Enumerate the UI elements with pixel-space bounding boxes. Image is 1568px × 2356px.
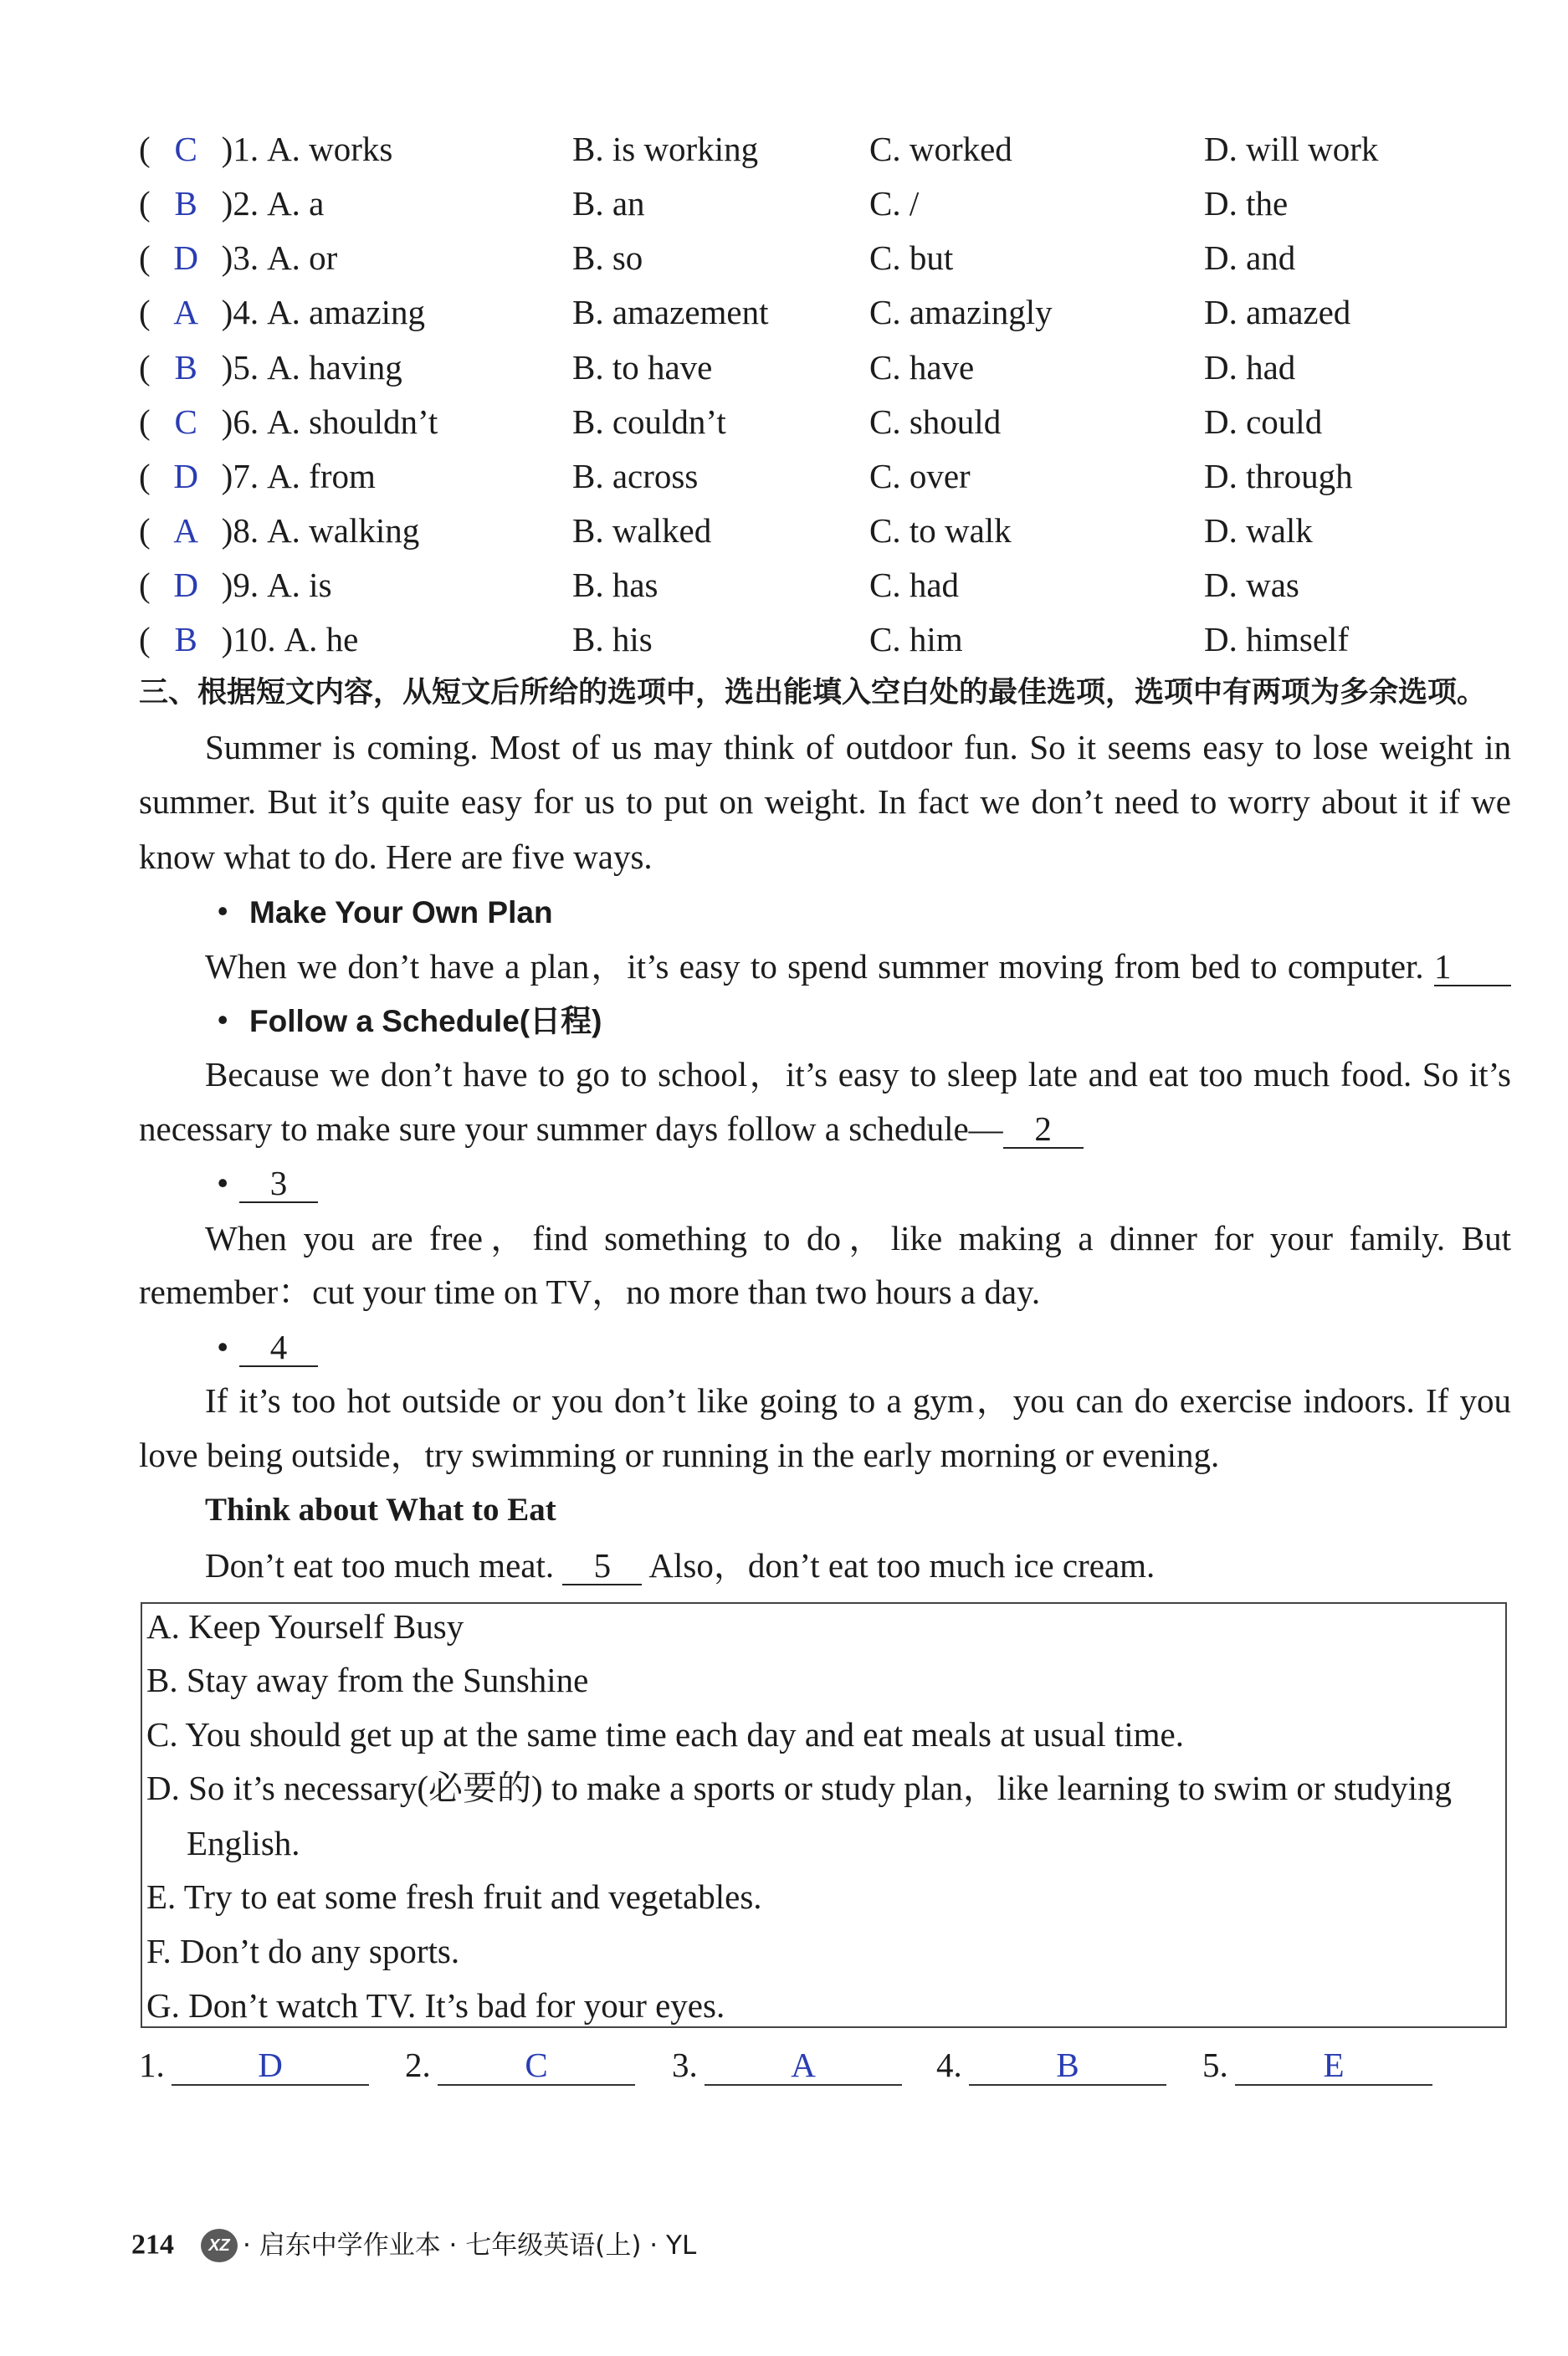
mc-question-4 xyxy=(0,291,1568,333)
option-a: A. is xyxy=(267,566,332,604)
mc-stem xyxy=(139,401,438,443)
answer-number: 5. xyxy=(1202,2046,1228,2084)
option-c: C. / xyxy=(869,184,920,223)
passage-line: Because we don’t have to go to school，it’s easy to sleep late and eat too much food. So it’s xyxy=(205,1055,1511,1093)
mc-stem xyxy=(139,618,358,660)
option-b: B. to have xyxy=(572,348,713,387)
option-c: C. have xyxy=(869,348,975,387)
paren-close: ) xyxy=(221,348,233,387)
option-a: A. having xyxy=(267,348,402,387)
paren-open: ( xyxy=(139,238,151,277)
paren-close: ) xyxy=(221,130,233,168)
option-c: C. amazingly xyxy=(869,293,1053,331)
subheading-blank-4 xyxy=(217,1326,318,1368)
option-line-g: G. Don’t watch TV. It’s bad for your eyes. xyxy=(146,1986,725,2025)
mc-stem xyxy=(139,510,419,551)
passage-line: When you are free，find something to do，like making a dinner for your family. But xyxy=(205,1219,1511,1257)
mc-number: 7. xyxy=(233,457,259,495)
option-d: D. through xyxy=(1204,457,1353,495)
paren-open: ( xyxy=(139,402,151,441)
mc-answer: A xyxy=(173,511,198,550)
book-title: · 启东中学作业本 · 七年级英语(上) · YL xyxy=(243,2230,697,2261)
option-d: D. will work xyxy=(1204,130,1379,168)
option-b: B. across xyxy=(572,457,699,495)
option-c: C. should xyxy=(869,402,1002,441)
option-a: A. a xyxy=(267,184,325,223)
option-a: A. shouldn’t xyxy=(267,402,438,441)
option-b: B. has xyxy=(572,566,658,604)
mc-question-2 xyxy=(0,182,1568,224)
passage-line: Summer is coming. Most of us may think of outdoor fun. So it seems easy to lose weight in xyxy=(205,728,1511,766)
subheading-text: Follow a Schedule(日程) xyxy=(249,1004,602,1038)
mc-answer: A xyxy=(173,293,198,331)
answer-item-5 xyxy=(1202,2041,1432,2088)
mc-answer: B xyxy=(174,620,197,658)
passage-line: summer. But it’s quite easy for us to put on weight. In fact we don’t need to worry about it if we xyxy=(139,782,1511,821)
mc-number: 5. xyxy=(233,348,259,387)
passage-line xyxy=(205,945,1511,987)
option-a: A. from xyxy=(267,457,376,495)
mc-question-5 xyxy=(0,346,1568,388)
bullet-icon: • xyxy=(217,892,229,930)
passage-line: know what to do. Here are five ways. xyxy=(139,837,653,876)
subheading-make-plan xyxy=(217,890,553,932)
mc-number: 6. xyxy=(233,402,259,441)
passage-line xyxy=(205,1544,1155,1586)
mc-question-10 xyxy=(0,618,1568,660)
passage-line: If it’s too hot outside or you don’t like going to a gym，you can do exercise indoors. If you xyxy=(205,1381,1511,1420)
paren-open: ( xyxy=(139,511,151,550)
bullet-icon: • xyxy=(217,1001,229,1039)
option-d: D. was xyxy=(1204,566,1299,604)
answer-item-1 xyxy=(139,2041,369,2088)
option-a: A. or xyxy=(267,238,338,277)
blank-5: 5 xyxy=(562,1547,642,1585)
answer-number: 3. xyxy=(672,2046,698,2084)
paren-open: ( xyxy=(139,620,151,658)
mc-stem xyxy=(139,237,337,279)
mc-answer: B xyxy=(174,184,197,223)
option-d: D. amazed xyxy=(1204,293,1351,331)
answer-blank: B xyxy=(969,2046,1166,2086)
mc-number: 9. xyxy=(233,566,259,604)
subheading-text: Make Your Own Plan xyxy=(249,895,553,930)
option-d: D. himself xyxy=(1204,620,1350,658)
paren-close: ) xyxy=(221,293,233,331)
option-c: C. over xyxy=(869,457,971,495)
paren-close: ) xyxy=(221,457,233,495)
mc-stem xyxy=(139,564,332,606)
option-c: C. to walk xyxy=(869,511,1012,550)
mc-stem xyxy=(139,455,376,497)
option-a: A. he xyxy=(284,620,359,658)
passage-text: When we don’t have a plan，it’s easy to spend summer moving from bed to computer. xyxy=(205,947,1424,986)
mc-number: 3. xyxy=(233,238,259,277)
paren-open: ( xyxy=(139,566,151,604)
answer-number: 2. xyxy=(405,2046,431,2084)
mc-question-1 xyxy=(0,128,1568,170)
mc-number: 10. xyxy=(233,620,276,658)
blank-4: 4 xyxy=(239,1329,318,1367)
passage-text: necessary to make sure your summer days follow a schedule— xyxy=(139,1109,1003,1148)
paren-open: ( xyxy=(139,348,151,387)
paren-close: ) xyxy=(221,566,233,604)
option-line-b: B. Stay away from the Sunshine xyxy=(146,1661,589,1699)
mc-question-9 xyxy=(0,564,1568,606)
option-a: A. walking xyxy=(267,511,420,550)
mc-number: 1. xyxy=(233,130,259,168)
option-c: C. worked xyxy=(869,130,1012,168)
answer-blank: A xyxy=(705,2046,902,2086)
paren-open: ( xyxy=(139,130,151,168)
passage-line xyxy=(139,1108,1084,1150)
xz-logo-icon: XZ xyxy=(201,2229,238,2262)
mc-answer: D xyxy=(173,238,198,277)
mc-stem xyxy=(139,346,402,388)
answer-item-3 xyxy=(672,2041,902,2088)
option-line-e: E. Try to eat some fresh fruit and vegetables. xyxy=(146,1877,762,1916)
section-heading: 三、根据短文内容，从短文后所给的选项中，选出能填入空白处的最佳选项，选项中有两项为多余选项。 xyxy=(139,676,1487,709)
paren-open: ( xyxy=(139,184,151,223)
answer-blank: D xyxy=(172,2046,369,2086)
paren-close: ) xyxy=(221,402,233,441)
passage-text: Don’t eat too much meat. xyxy=(205,1546,555,1585)
paren-close: ) xyxy=(221,238,233,277)
option-d: D. and xyxy=(1204,238,1296,277)
answer-item-4 xyxy=(936,2041,1166,2088)
mc-stem xyxy=(139,128,392,170)
blank-1: 1 xyxy=(1434,948,1511,986)
option-line-a: A. Keep Yourself Busy xyxy=(146,1607,464,1646)
option-b: B. amazement xyxy=(572,293,769,331)
paren-open: ( xyxy=(139,293,151,331)
option-d: D. had xyxy=(1204,348,1296,387)
answer-number: 1. xyxy=(139,2046,165,2084)
option-d: D. could xyxy=(1204,402,1323,441)
subheading-blank-3 xyxy=(217,1162,318,1204)
passage-line: remember：cut your time on TV，no more than two hours a day. xyxy=(139,1273,1041,1311)
bullet-icon: • xyxy=(217,1164,229,1202)
bullet-icon: • xyxy=(217,1328,229,1366)
mc-number: 8. xyxy=(233,511,259,550)
mc-question-8 xyxy=(0,510,1568,551)
option-line-f: F. Don’t do any sports. xyxy=(146,1932,460,1970)
paren-close: ) xyxy=(221,511,233,550)
mc-stem xyxy=(139,291,425,333)
option-b: B. couldn’t xyxy=(572,402,726,441)
subheading-what-to-eat: Think about What to Eat xyxy=(205,1492,556,1528)
mc-stem xyxy=(139,182,324,224)
option-line-d: D. So it’s necessary(必要的) to make a sports or study plan，like learning to swim or studying xyxy=(146,1769,1453,1807)
blank-3: 3 xyxy=(239,1165,318,1203)
answer-blank: C xyxy=(438,2046,635,2086)
page-number: 214 xyxy=(131,2229,174,2261)
option-d: D. the xyxy=(1204,184,1289,223)
option-b: B. is working xyxy=(572,130,759,168)
mc-answer: D xyxy=(173,566,198,604)
answer-number: 4. xyxy=(936,2046,962,2084)
mc-answer: B xyxy=(174,348,197,387)
mc-answer: D xyxy=(173,457,198,495)
paren-open: ( xyxy=(139,457,151,495)
option-b: B. walked xyxy=(572,511,712,550)
mc-question-6 xyxy=(0,401,1568,443)
option-b: B. so xyxy=(572,238,643,277)
answer-blank: E xyxy=(1235,2046,1432,2086)
blank-2: 2 xyxy=(1003,1110,1084,1149)
mc-answer: C xyxy=(174,130,197,168)
option-a: A. works xyxy=(267,130,393,168)
option-c: C. but xyxy=(869,238,954,277)
mc-question-7 xyxy=(0,455,1568,497)
passage-text: Also，don’t eat too much ice cream. xyxy=(648,1546,1156,1585)
option-c: C. him xyxy=(869,620,963,658)
mc-answer: C xyxy=(174,402,197,441)
page-footer xyxy=(131,2221,696,2261)
paren-close: ) xyxy=(221,184,233,223)
answer-item-2 xyxy=(405,2041,635,2088)
mc-question-3 xyxy=(0,237,1568,279)
option-d: D. walk xyxy=(1204,511,1313,550)
passage-line: love being outside，try swimming or running in the early morning or evening. xyxy=(139,1436,1220,1474)
option-b: B. an xyxy=(572,184,645,223)
subheading-follow-schedule xyxy=(217,999,602,1041)
paren-close: ) xyxy=(221,620,233,658)
option-line-d-continued: English. xyxy=(187,1824,300,1862)
option-a: A. amazing xyxy=(267,293,426,331)
option-c: C. had xyxy=(869,566,960,604)
option-b: B. his xyxy=(572,620,653,658)
mc-number: 4. xyxy=(233,293,259,331)
option-line-c: C. You should get up at the same time each day and eat meals at usual time. xyxy=(146,1715,1184,1754)
mc-number: 2. xyxy=(233,184,259,223)
